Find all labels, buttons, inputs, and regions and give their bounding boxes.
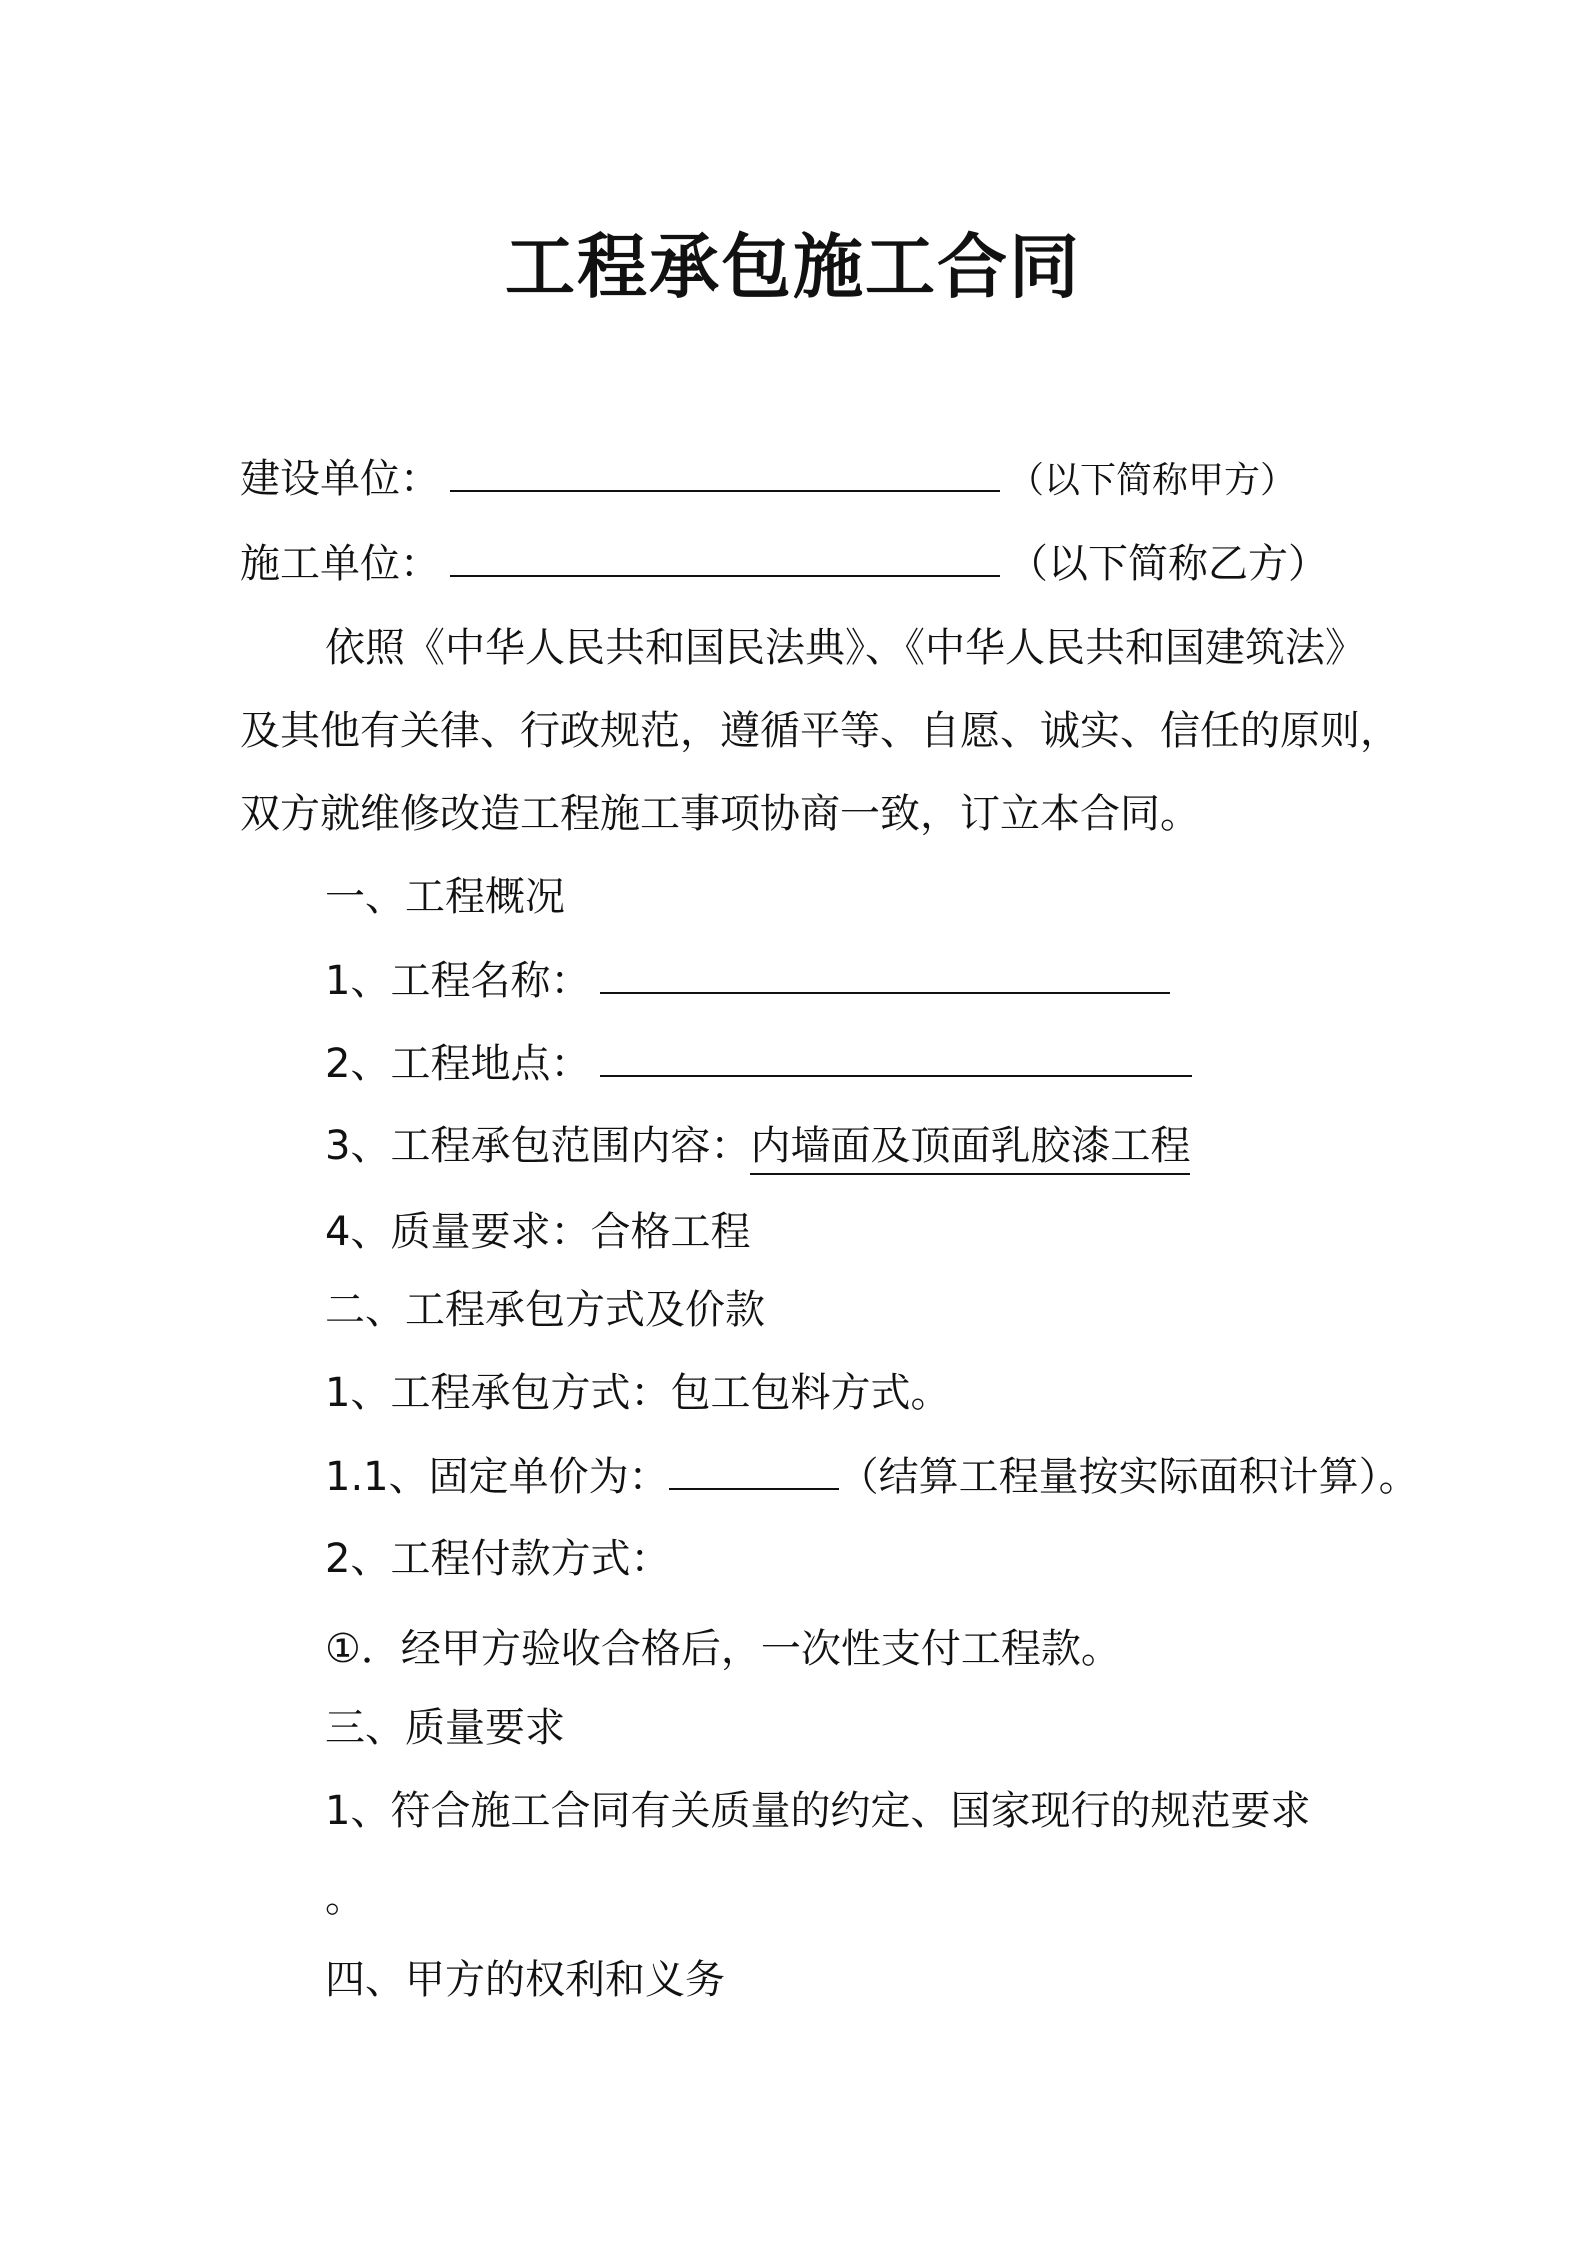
payment-method-detail: ①．经甲方验收合格后，一次性支付工程款。 <box>325 1626 1121 1672</box>
section-2-heading: 二、工程承包方式及价款 <box>325 1287 765 1333</box>
section-4-heading: 四、甲方的权利和义务 <box>325 1957 725 2003</box>
unit-price-blank[interactable] <box>669 1448 839 1490</box>
project-name-line <box>325 952 1170 1009</box>
contractor-line <box>240 535 1328 592</box>
section-3-heading: 三、质量要求 <box>325 1705 565 1751</box>
unit-price-line <box>325 1448 1419 1505</box>
unit-price-label: 1.1、固定单价为： <box>325 1454 669 1500</box>
contractor-suffix: （以下简称乙方） <box>1008 541 1328 587</box>
intro-line-1: 依照《中华人民共和国民法典》、《中华人民共和国建筑法》 <box>325 625 1365 671</box>
payment-method-line: 2、工程付款方式： <box>325 1536 671 1582</box>
quality-requirement-line: 4、质量要求：合格工程 <box>325 1209 751 1255</box>
contractor-label: 施工单位： <box>240 541 440 587</box>
intro-line-3: 双方就维修改造工程施工事项协商一致，订立本合同。 <box>240 791 1200 837</box>
project-scope-value: 内墙面及顶面乳胶漆工程 <box>750 1123 1190 1175</box>
quality-standard-continuation: 。 <box>325 1875 365 1921</box>
project-name-label: 1、工程名称： <box>325 958 591 1004</box>
document-title: 工程承包施工合同 <box>505 226 1081 308</box>
contractor-blank[interactable] <box>450 535 1000 577</box>
quality-standard-line: 1、符合施工合同有关质量的约定、国家现行的规范要求 <box>325 1788 1311 1834</box>
project-name-blank[interactable] <box>600 952 1170 994</box>
unit-price-suffix: （结算工程量按实际面积计算）。 <box>838 1454 1419 1500</box>
project-location-line <box>325 1035 1192 1092</box>
project-location-blank[interactable] <box>600 1035 1192 1077</box>
builder-line <box>240 450 1296 509</box>
section-1-heading: 一、工程概况 <box>325 874 565 920</box>
project-scope-label: 3、工程承包范围内容： <box>325 1123 751 1169</box>
builder-suffix: （以下简称甲方） <box>1008 460 1297 501</box>
builder-blank[interactable] <box>450 450 1000 492</box>
builder-label: 建设单位： <box>240 456 440 502</box>
intro-line-2: 及其他有关律、行政规范，遵循平等、自愿、诚实、信任的原则， <box>240 708 1400 754</box>
project-scope-line <box>325 1118 1190 1174</box>
project-location-label: 2、工程地点： <box>325 1041 591 1087</box>
contract-method-line: 1、工程承包方式：包工包料方式。 <box>325 1370 951 1416</box>
